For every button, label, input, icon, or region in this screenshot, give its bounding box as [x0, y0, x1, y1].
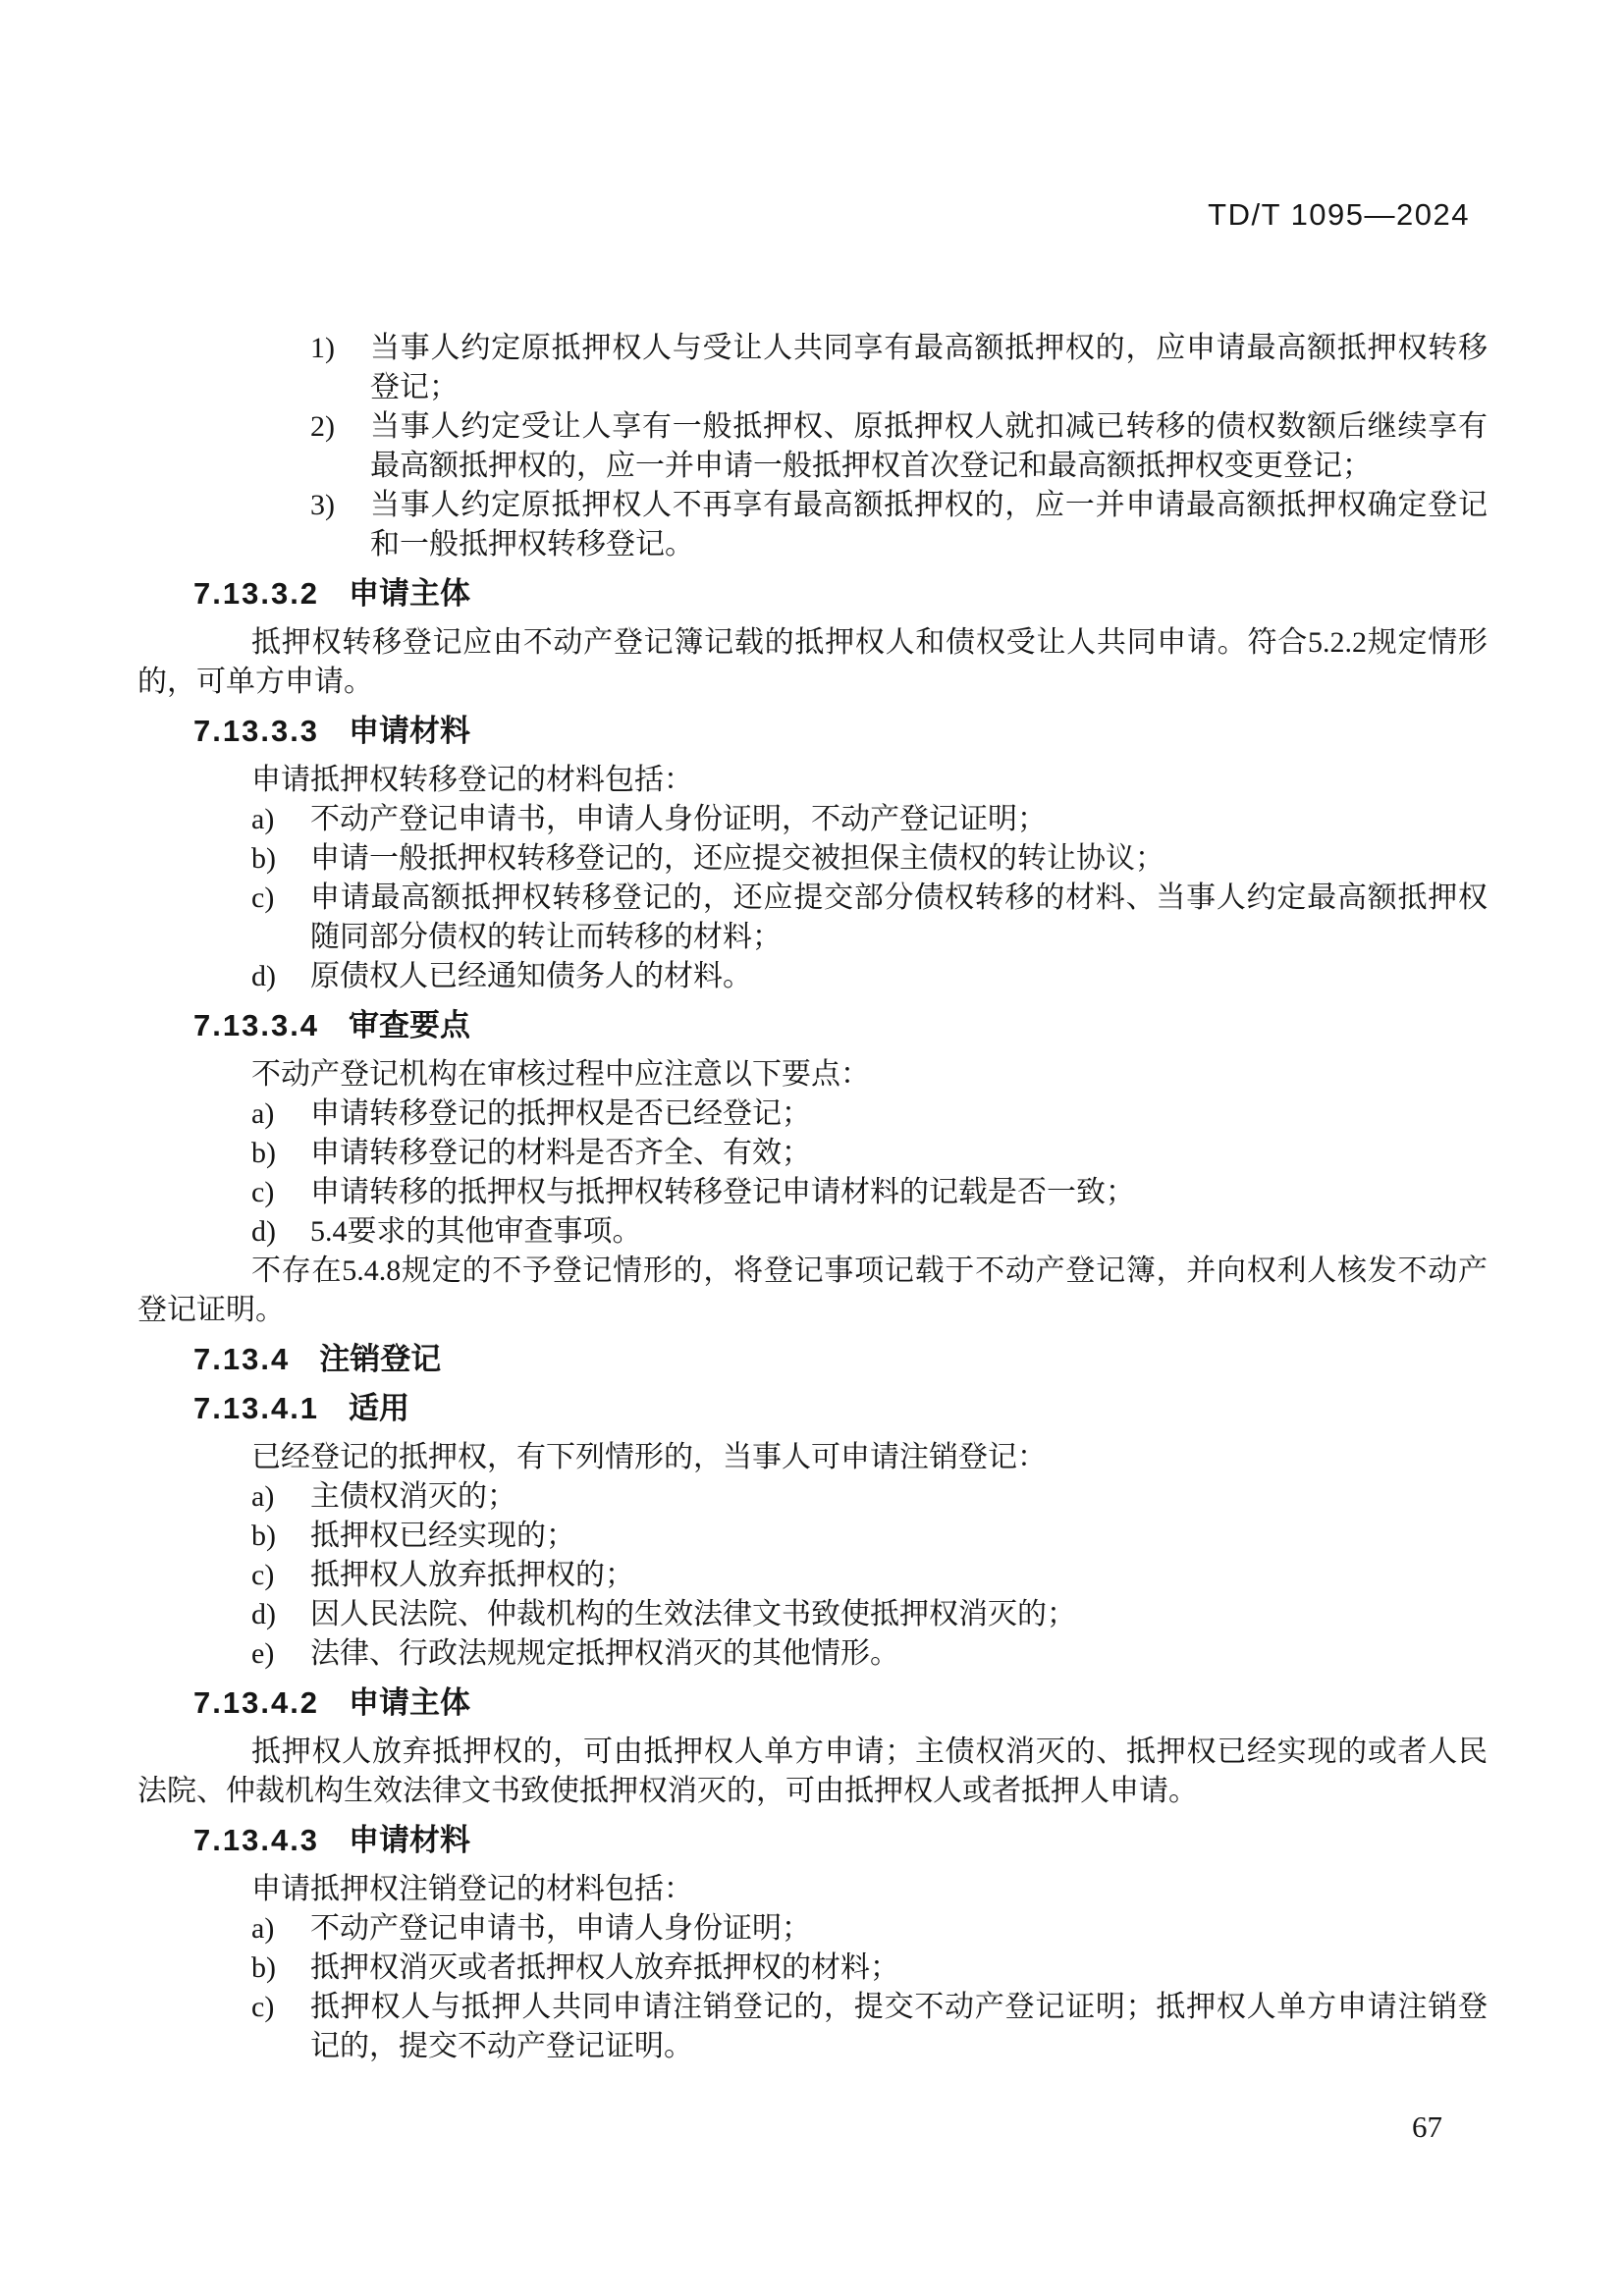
list-item [137, 1477, 1488, 1517]
list-item [137, 1134, 1488, 1173]
paragraph: 申请抵押权转移登记的材料包括： [251, 764, 693, 796]
list-item [137, 800, 1488, 839]
clause-number: 7.13.4.2 [193, 1685, 320, 1720]
clause-heading [193, 1389, 1488, 1428]
list-item [137, 1988, 1488, 2066]
clause-title: 申请主体 [349, 576, 471, 611]
clause-heading [193, 574, 1488, 614]
paragraph: 抵押权人放弃抵押权的，可由抵押权人单方申请；主债权消灭的、抵押权已经实现的或者人民法院、仲裁机构生效法律文书致使抵押权消灭的，可由抵押权人或者抵押人申请。 [137, 1735, 1488, 1807]
standard-number: TD/T 1095—2024 [1208, 197, 1470, 232]
list-text: 申请一般抵押权转移登记的，还应提交被担保主债权的转让协议； [310, 842, 1164, 875]
paragraph: 抵押权转移登记应由不动产登记簿记载的抵押权人和债权受让人共同申请。符合5.2.2规定情形的，可单方申请。 [137, 626, 1488, 698]
letter-list [137, 1477, 1488, 1674]
list-marker: b) [251, 1951, 276, 1984]
list-text: 5.4要求的其他审查事项。 [310, 1215, 642, 1248]
page-content [137, 329, 1488, 2066]
list-text: 申请最高额抵押权转移登记的，还应提交部分债权转移的材料、当事人约定最高额抵押权随同部分债权的转让而转移的材料； [310, 881, 1488, 953]
list-marker: a) [251, 1097, 275, 1130]
list-marker: 1) [310, 332, 335, 364]
list-item [137, 407, 1488, 486]
list-marker: b) [251, 1520, 276, 1552]
list-marker: a) [251, 1912, 275, 1945]
paragraph: 已经登记的抵押权，有下列情形的，当事人可申请注销登记： [251, 1441, 1047, 1473]
list-text: 申请转移登记的抵押权是否已经登记； [310, 1097, 811, 1130]
list-marker: c) [251, 1176, 275, 1208]
list-marker: a) [251, 1480, 275, 1513]
clause-title: 审查要点 [349, 1008, 471, 1042]
list-marker: 3) [310, 489, 335, 521]
list-text: 抵押权消灭或者抵押权人放弃抵押权的材料； [310, 1951, 899, 1984]
list-item [137, 329, 1488, 407]
list-item [137, 1634, 1488, 1674]
list-text: 法律、行政法规规定抵押权消灭的其他情形。 [310, 1637, 899, 1670]
page-number: 67 [1412, 2109, 1442, 2144]
list-item [137, 1212, 1488, 1252]
clause-number: 7.13.4.3 [193, 1823, 320, 1857]
list-marker: c) [251, 881, 275, 914]
numbered-list [137, 329, 1488, 564]
list-marker: c) [251, 1559, 275, 1591]
clause-title: 适用 [349, 1391, 410, 1425]
clause-heading [193, 1006, 1488, 1045]
paragraph: 不动产登记机构在审核过程中应注意以下要点： [251, 1058, 870, 1091]
list-marker: b) [251, 1137, 276, 1169]
list-item [137, 1949, 1488, 1988]
list-text: 不动产登记申请书，申请人身份证明，不动产登记证明； [310, 803, 1047, 835]
list-text: 因人民法院、仲裁机构的生效法律文书致使抵押权消灭的； [310, 1598, 1076, 1630]
list-text: 当事人约定原抵押权人不再享有最高额抵押权的，应一并申请最高额抵押权确定登记和一般抵押权转移登记。 [370, 489, 1488, 561]
list-item [137, 879, 1488, 957]
list-text: 主债权消灭的； [310, 1480, 516, 1513]
letter-list [137, 800, 1488, 996]
list-item [137, 1173, 1488, 1212]
list-marker: b) [251, 842, 276, 875]
list-item [137, 1909, 1488, 1949]
clause-number: 7.13.3.4 [193, 1008, 320, 1042]
list-text: 原债权人已经通知债务人的材料。 [310, 960, 752, 992]
clause-number: 7.13.3.2 [193, 576, 320, 611]
clause-title: 申请材料 [349, 1823, 471, 1857]
list-item [137, 957, 1488, 996]
list-item [137, 1595, 1488, 1634]
list-marker: d) [251, 1215, 276, 1248]
clause-title: 申请材料 [349, 714, 471, 748]
list-marker: d) [251, 960, 276, 992]
list-text: 申请转移登记的材料是否齐全、有效； [310, 1137, 811, 1169]
clause-heading [193, 1340, 1488, 1379]
list-marker: d) [251, 1598, 276, 1630]
clause-number: 7.13.4.1 [193, 1391, 320, 1425]
list-marker: e) [251, 1637, 275, 1670]
list-text: 当事人约定原抵押权人与受让人共同享有最高额抵押权的，应申请最高额抵押权转移登记； [370, 332, 1488, 403]
paragraph: 申请抵押权注销登记的材料包括： [251, 1873, 693, 1905]
clause-heading [193, 1821, 1488, 1860]
paragraph: 不存在5.4.8规定的不予登记情形的，将登记事项记载于不动产登记簿，并向权利人核发不动产登记证明。 [137, 1255, 1488, 1326]
list-marker: 2) [310, 410, 335, 443]
letter-list [137, 1909, 1488, 2066]
list-text: 抵押权人与抵押人共同申请注销登记的，提交不动产登记证明；抵押权人单方申请注销登记的，提交不动产登记证明。 [310, 1991, 1488, 2062]
list-item [137, 839, 1488, 879]
list-item [137, 1556, 1488, 1595]
clause-title: 申请主体 [349, 1685, 471, 1720]
clause-heading [193, 1683, 1488, 1723]
list-text: 申请转移的抵押权与抵押权转移登记申请材料的记载是否一致； [310, 1176, 1135, 1208]
list-text: 抵押权人放弃抵押权的； [310, 1559, 634, 1591]
clause-number: 7.13.4 [193, 1342, 291, 1376]
letter-list [137, 1095, 1488, 1252]
clause-heading [193, 712, 1488, 751]
clause-title: 注销登记 [319, 1342, 442, 1376]
list-marker: c) [251, 1991, 275, 2023]
list-marker: a) [251, 803, 275, 835]
list-item [137, 1095, 1488, 1134]
list-item [137, 486, 1488, 564]
list-text: 不动产登记申请书，申请人身份证明； [310, 1912, 811, 1945]
list-text: 抵押权已经实现的； [310, 1520, 575, 1552]
clause-number: 7.13.3.3 [193, 714, 320, 748]
list-text: 当事人约定受让人享有一般抵押权、原抵押权人就扣减已转移的债权数额后继续享有最高额抵押权的，应一并申请一般抵押权首次登记和最高额抵押权变更登记； [370, 410, 1488, 482]
list-item [137, 1517, 1488, 1556]
